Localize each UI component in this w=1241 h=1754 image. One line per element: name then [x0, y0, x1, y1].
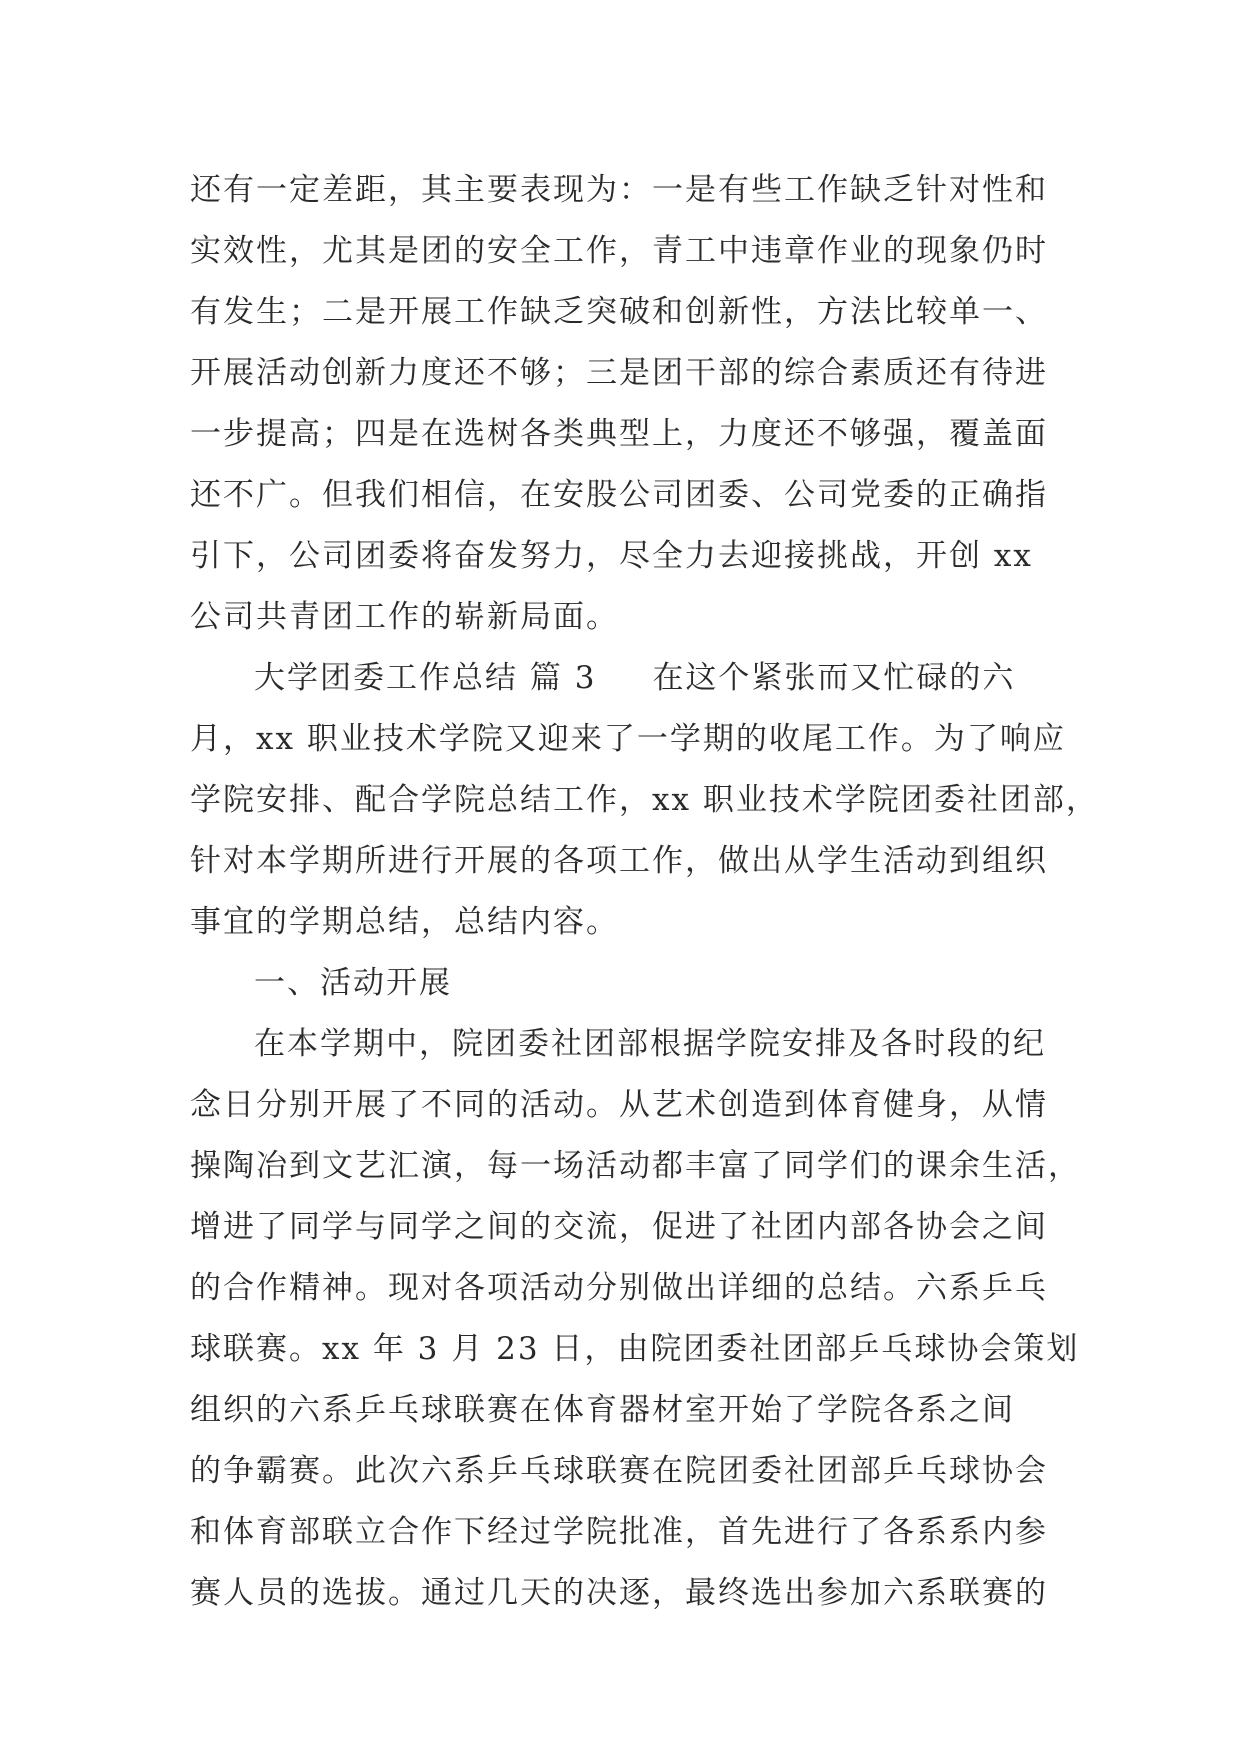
- body-line: 还有一定差距，其主要表现为：一是有些工作缺乏针对性和: [190, 172, 1048, 208]
- body-line: 一步提高；四是在选树各类典型上，力度还不够强，覆盖面: [190, 416, 1048, 452]
- body-line: 组织的六系乒乓球联赛在体育器材室开始了学院各系之间: [190, 1392, 1015, 1428]
- body-line: 和体育部联立合作下经过学院批准，首先进行了各系系内参: [190, 1514, 1048, 1550]
- section-title-line: [190, 648, 1050, 709]
- body-line: 实效性，尤其是团的安全工作，青工中违章作业的现象仍时: [190, 233, 1048, 269]
- body-line: 学院安排、配合学院总结工作，xx 职业技术学院团委社团部，: [190, 782, 1099, 818]
- body-line: 有发生；二是开展工作缺乏突破和创新性，方法比较单一、: [190, 294, 1048, 330]
- body-line: 还不广。但我们相信，在安股公司团委、公司党委的正确指: [190, 477, 1048, 513]
- document-body: [190, 160, 1099, 1624]
- body-line: 的合作精神。现对各项活动分别做出详细的总结。六系乒乓: [190, 1270, 1048, 1306]
- body-line: 针对本学期所进行开展的各项工作，做出从学生活动到组织: [190, 843, 1048, 879]
- section-intro-start: 在这个紧张而又忙碌的六: [652, 660, 1016, 696]
- body-line: 月，xx 职业技术学院又迎来了一学期的收尾工作。为了响应: [190, 721, 1066, 757]
- body-line: 念日分别开展了不同的活动。从艺术创造到体育健身，从情: [190, 1087, 1048, 1123]
- body-line: 球联赛。xx 年 3 月 23 日，由院团委社团部乒乓球协会策划: [190, 1331, 1080, 1367]
- heading-activity: 一、活动开展: [254, 965, 452, 1001]
- paragraph-first-line: 在本学期中，院团委社团部根据学院安排及各时段的纪: [254, 1026, 1046, 1062]
- body-line: 赛人员的选拔。通过几天的决逐，最终选出参加六系联赛的: [190, 1575, 1048, 1611]
- body-line: 事宜的学期总结，总结内容。: [190, 904, 619, 940]
- body-line: 的争霸赛。此次六系乒乓球联赛在院团委社团部乒乓球协会: [190, 1453, 1048, 1489]
- body-line: 引下，公司团委将奋发努力，尽全力去迎接挑战，开创 xx: [190, 538, 1033, 574]
- body-line: 公司共青团工作的崭新局面。: [190, 599, 619, 635]
- body-line: 操陶冶到文艺汇演，每一场活动都丰富了同学们的课余生活，: [190, 1148, 1081, 1184]
- section-title: 大学团委工作总结 篇 3: [254, 660, 597, 696]
- body-line: 增进了同学与同学之间的交流，促进了社团内部各协会之间: [190, 1209, 1048, 1245]
- body-line: 开展活动创新力度还不够；三是团干部的综合素质还有待进: [190, 355, 1048, 391]
